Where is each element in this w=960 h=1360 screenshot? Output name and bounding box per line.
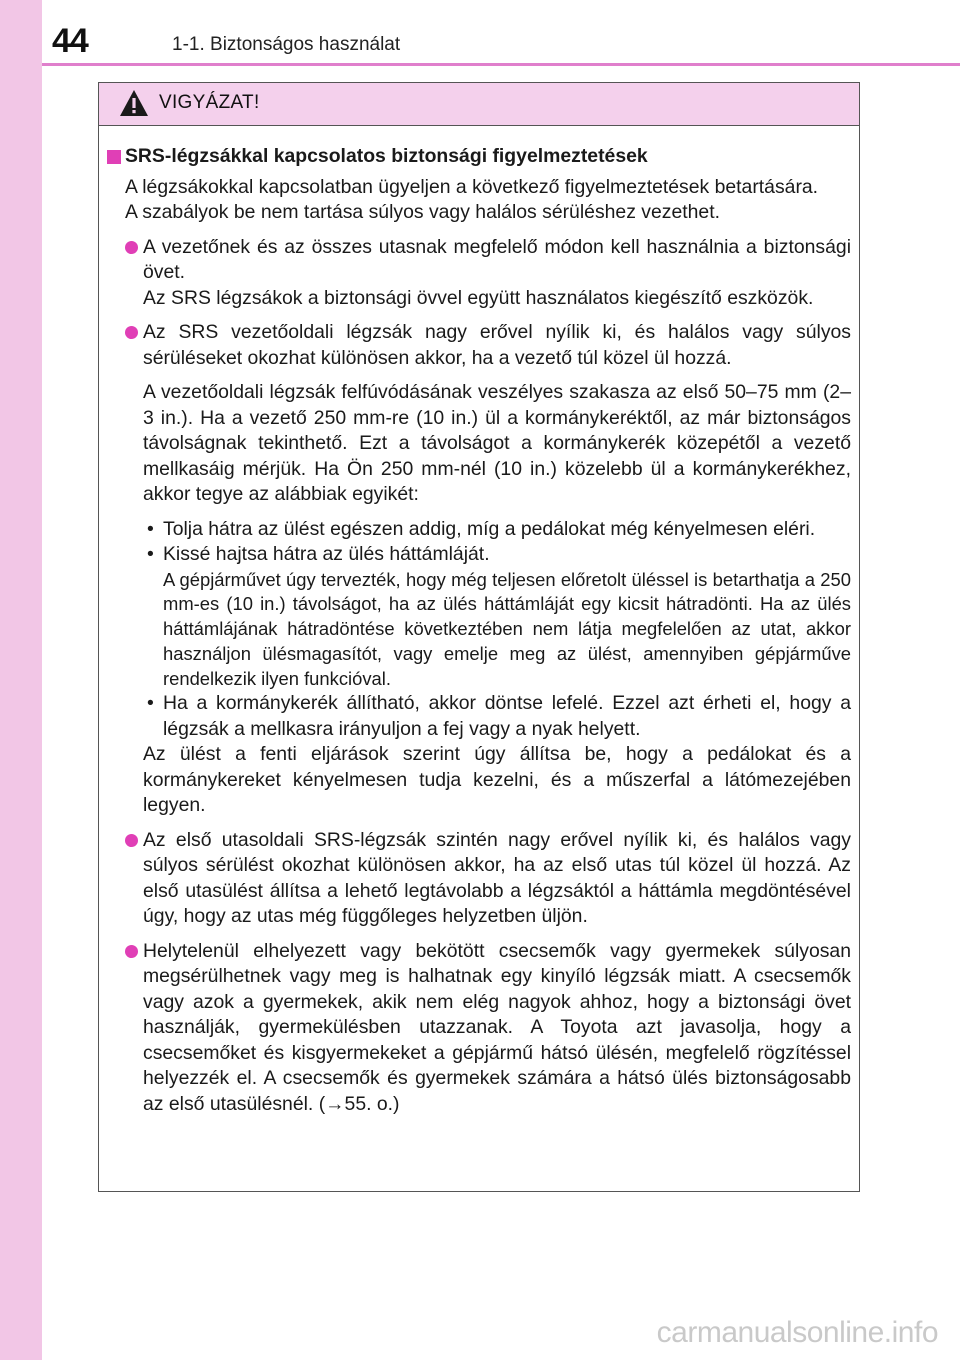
side-color-bar xyxy=(0,0,42,1360)
bullet-dot-icon: • xyxy=(147,692,154,715)
intro-paragraph-2: A szabályok be nem tartása súlyos vagy halálos sérüléshez vezethet. xyxy=(125,201,720,223)
warning-header xyxy=(99,83,859,126)
section-heading xyxy=(105,144,851,170)
item-text: Az ülést a fenti eljárások szerint úgy állítsa be, hogy a pedálokat és a kormánykereket kényelmesen tudja kezelni, és a műszerfal a látómezejében legyen. xyxy=(143,743,851,817)
square-bullet-icon xyxy=(107,150,121,164)
list-item xyxy=(105,320,851,819)
bullet-dot-icon: • xyxy=(147,517,154,540)
circle-bullet-icon xyxy=(125,326,138,339)
list-item xyxy=(105,828,851,930)
list-item xyxy=(105,235,851,312)
header-rule xyxy=(42,63,960,66)
item-text: A vezetőoldali légzsák felfúvódásának veszélyes szakasza az első 50–75 mm (2–3 in.). Ha a vezető 250 mm-re (10 in.) ül a kormánykeréktől, az már biztonságos távolságnak tekinthető. Ezt a távolságot a kormánykerék közepétől a vezető mellkasáig mérjük. Ha Ön 250 mm-nél (10 in.) közelebb ül a kormánykerékhez, akkor tegye az alábbiak egyikét: xyxy=(143,381,851,505)
watermark: carmanualsonline.info xyxy=(656,1316,938,1349)
warning-title: VIGYÁZAT! xyxy=(159,92,260,113)
list-item xyxy=(105,939,851,1118)
bullet-item xyxy=(143,517,851,543)
warning-box xyxy=(98,82,860,1192)
chapter-title: 1-1. Biztonságos használat xyxy=(172,34,401,55)
bullet-list xyxy=(143,517,851,743)
page-number: 44 xyxy=(52,22,88,60)
item-text: Az SRS vezetőoldali légzsák nagy erővel nyílik ki, és halálos vagy súlyos sérüléseket okozhat különösen akkor, ha a vezető túl közel ül hozzá. xyxy=(143,321,851,369)
bullet-text: Ha a kormánykerék állítható, akkor döntse lefelé. Ezzel azt érheti el, hogy a légzsák a mellkasra irányuljon a fej vagy a nyak helyett. xyxy=(163,692,851,740)
intro-paragraph-1: A légzsákokkal kapcsolatban ügyeljen a következő figyelmeztetések betartására. xyxy=(125,175,819,198)
item-text: Az SRS légzsákok a biztonsági övvel együtt használatos kiegészítő eszközök. xyxy=(143,286,814,309)
item-text: Helytelenül elhelyezett vagy bekötött csecsemők vagy gyermekek súlyosan megsérülhetnek vagy meg is halhatnak egy kinyíló légzsák miatt. A csecsemők vagy azok a gyermekek, akik nem elég nagyok ahhoz, hogy a biztonsági övet használják, gyermekülésben utazzanak. A Toyota azt javasolja, hogy a csecsemőket és kisgyermekeket a gépjármű hátsó ülésén, megfelelő rögzítéssel helyezzék el. A csecsemők és gyermekek számára a hátsó ülés biztonságosabb az első utasülésnél. (→55. o.) xyxy=(143,939,851,1115)
warning-body xyxy=(99,126,859,1117)
bullet-text: Kissé hajtsa hátra az ülés háttámláját. xyxy=(163,543,490,565)
bullet-dot-icon: • xyxy=(147,543,154,565)
item-text: Az első utasoldali SRS-légzsák szintén nagy erővel nyílik ki, és halálos vagy súlyos sérülést okozhat különösen akkor, ha az első utas túl közel ül hozzá. Az első utasülést állítsa a lehető legtávolabb a légzsáktól a háttámla megdöntésével úgy, hogy az utas még függőleges helyzetben üljön. xyxy=(143,828,851,928)
bullet-item xyxy=(143,691,851,742)
circle-bullet-icon xyxy=(125,945,138,958)
bullet-text: Tolja hátra az ülést egészen addig, míg a pedálokat még kényelmesen eléri. xyxy=(163,517,816,540)
section-heading-text: SRS-légzsákkal kapcsolatos biztonsági figyelmeztetések xyxy=(125,145,648,167)
bullet-item xyxy=(143,542,851,691)
warning-triangle-icon xyxy=(119,89,149,117)
circle-bullet-icon xyxy=(125,834,138,847)
circle-bullet-icon xyxy=(125,241,138,254)
bullet-note: A gépjárművet úgy tervezték, hogy még teljesen előretolt üléssel is betarthatja a 250 mm-es (10 in.) távolságot, ha az ülés háttámláját egy kicsit hátradönti. Ha az ülés háttámlájának hátradöntése következtében nem látja megfelelően az utat, akkor használjon ülésmagasítót, vagy emelje meg az ülést, amennyiben gépjárműve rendelkezik ilyen funkcióval. xyxy=(163,568,851,689)
item-text: A vezetőnek és az összes utasnak megfelelő módon kell használnia a biztonsági övet. xyxy=(143,235,851,283)
